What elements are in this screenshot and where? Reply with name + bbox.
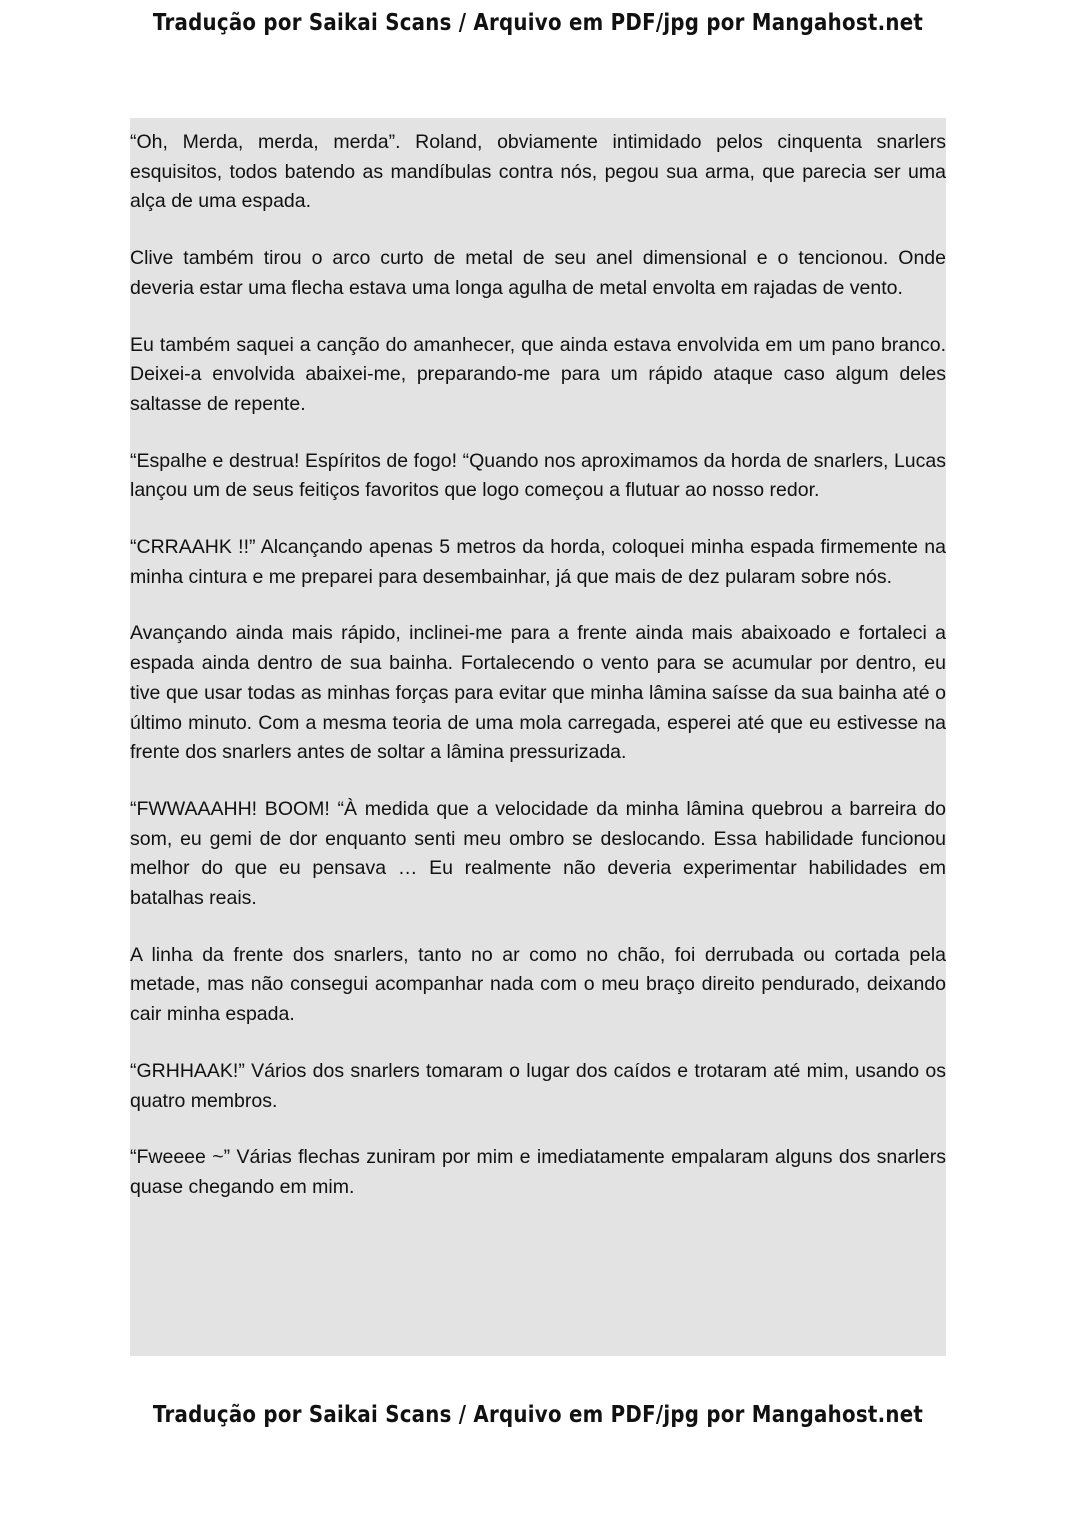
paragraph: Eu também saquei a canção do amanhecer, que ainda estava envolvida em um pano branco. Deixei-a envolvida abaixei-me, preparando-me para um rápido ataque caso algum deles saltasse de repente.: [130, 333, 946, 415]
paragraph: “Oh, Merda, merda, merda”. Roland, obviamente intimidado pelos cinquenta snarlers esquisitos, todos batendo as mandíbulas contra nós, pegou sua arma, que parecia ser uma alça de uma espada.: [130, 131, 946, 213]
footer-credit: Tradução por Saikai Scans / Arquivo em PDF/jpg por Mangahost.net: [152, 1402, 924, 1428]
paragraph: “FWWAAAHH! BOOM! “À medida que a velocidade da minha lâmina quebrou a barreira do som, eu gemi de dor enquanto senti meu ombro se deslocando. Essa habilidade funcionou melhor do que eu pensava … Eu realmente não deveria experimentar habilidades em batalhas reais.: [130, 797, 946, 910]
paragraph: Avançando ainda mais rápido, inclinei-me para a frente ainda mais abaixoado e fortaleci a espada ainda dentro de sua bainha. Fortalecendo o vento para se acumular por dentro, eu tive que usar todas as minhas forças para evitar que minha lâmina saísse da sua bainha até o último minuto. Com a mesma teoria de uma mola carregada, esperei até que eu estivesse na frente dos snarlers antes de soltar a lâmina pressurizada.: [130, 622, 946, 764]
paragraph: “Espalhe e destrua! Espíritos de fogo! “Quando nos aproximamos da horda de snarlers, Lucas lançou um de seus feitiços favoritos que logo começou a flutuar ao nosso redor.: [130, 449, 946, 502]
header-credit: Tradução por Saikai Scans / Arquivo em PDF/jpg por Mangahost.net: [152, 10, 924, 36]
paragraph: “GRHHAAK!” Vários dos snarlers tomaram o lugar dos caídos e trotaram até mim, usando os quatro membros.: [130, 1059, 946, 1112]
paragraph: “CRRAAHK !!” Alcançando apenas 5 metros da horda, coloquei minha espada firmemente na minha cintura e me preparei para desembainhar, já que mais de dez pularam sobre nós.: [130, 536, 946, 588]
paragraph: Clive também tirou o arco curto de metal de seu anel dimensional e o tencionou. Onde deveria estar uma flecha estava uma longa agulha de metal envolta em rajadas de vento.: [130, 247, 946, 299]
text-block: [130, 118, 946, 1356]
paragraph: “Fweeee ~” Várias flechas zuniram por mim e imediatamente empalaram alguns dos snarlers quase chegando em mim.: [130, 1146, 946, 1198]
paragraph: A linha da frente dos snarlers, tanto no ar como no chão, foi derrubada ou cortada pela metade, mas não consegui acompanhar nada com o meu braço direito pendurado, deixando cair minha espada.: [130, 943, 946, 1026]
